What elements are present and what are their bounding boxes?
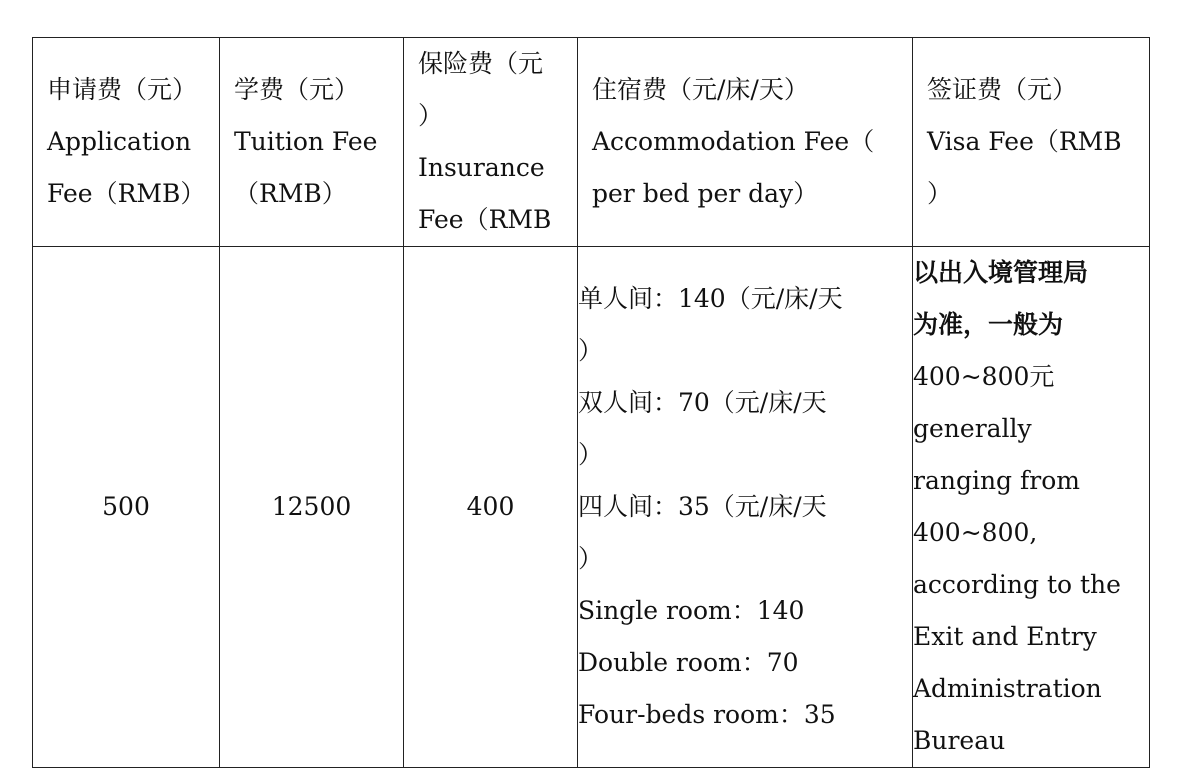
header-row	[33, 38, 1150, 247]
accommodation-line: 双人间：70（元/床/天	[578, 388, 827, 417]
header-line: 申请费（元）	[47, 75, 198, 104]
header-line: 保险费（元	[418, 49, 544, 78]
accommodation-line: ）	[578, 440, 604, 469]
visa-line-en: Administration	[913, 674, 1102, 703]
header-line: Fee（RMB	[418, 205, 552, 234]
visa-line-en: Bureau	[913, 726, 1006, 755]
accommodation-line: ）	[578, 544, 604, 573]
header-line: ）	[418, 101, 444, 130]
visa-line-cn: 以出入境管理局	[913, 258, 1089, 287]
header-line: per bed per day）	[592, 179, 819, 208]
header-tuition-fee	[220, 38, 404, 247]
header-accommodation-fee	[578, 38, 913, 247]
visa-fee-details	[913, 247, 1150, 768]
insurance-fee-value: 400	[404, 247, 578, 768]
header-line: Visa Fee（RMB	[927, 127, 1122, 156]
accommodation-line: Four-beds room：35	[578, 700, 836, 729]
header-line: Tuition Fee	[234, 127, 378, 156]
visa-line-en: according to the	[913, 570, 1121, 599]
visa-line-en: ranging from	[913, 466, 1080, 495]
accommodation-line: ）	[578, 336, 604, 365]
application-fee-value: 500	[33, 247, 220, 768]
header-line: （RMB）	[234, 179, 347, 208]
header-insurance-fee	[404, 38, 578, 247]
value-row	[33, 247, 1150, 768]
header-line: Insurance	[418, 153, 545, 182]
header-line: Accommodation Fee（	[592, 127, 875, 156]
accommodation-fee-details	[578, 247, 913, 768]
tuition-fee-value: 12500	[220, 247, 404, 768]
header-visa-fee	[913, 38, 1150, 247]
accommodation-line: Double room：70	[578, 648, 799, 677]
visa-line-cn: 400~800元	[913, 362, 1055, 391]
fee-table	[32, 37, 1150, 768]
visa-line-en: generally	[913, 414, 1032, 443]
accommodation-line: 四人间：35（元/床/天	[578, 492, 827, 521]
visa-line-en: 400~800,	[913, 518, 1038, 547]
header-line: Application	[47, 127, 192, 156]
header-line: 签证费（元）	[927, 75, 1078, 104]
header-application-fee	[33, 38, 220, 247]
header-line: Fee（RMB）	[47, 179, 206, 208]
accommodation-line: 单人间：140（元/床/天	[578, 284, 843, 313]
header-line: 住宿费（元/床/天）	[592, 75, 809, 104]
header-line: ）	[927, 179, 953, 208]
accommodation-line: Single room：140	[578, 596, 805, 625]
visa-line-en: Exit and Entry	[913, 622, 1097, 651]
header-line: 学费（元）	[234, 75, 360, 104]
visa-line-cn: 为准，一般为	[913, 310, 1064, 339]
